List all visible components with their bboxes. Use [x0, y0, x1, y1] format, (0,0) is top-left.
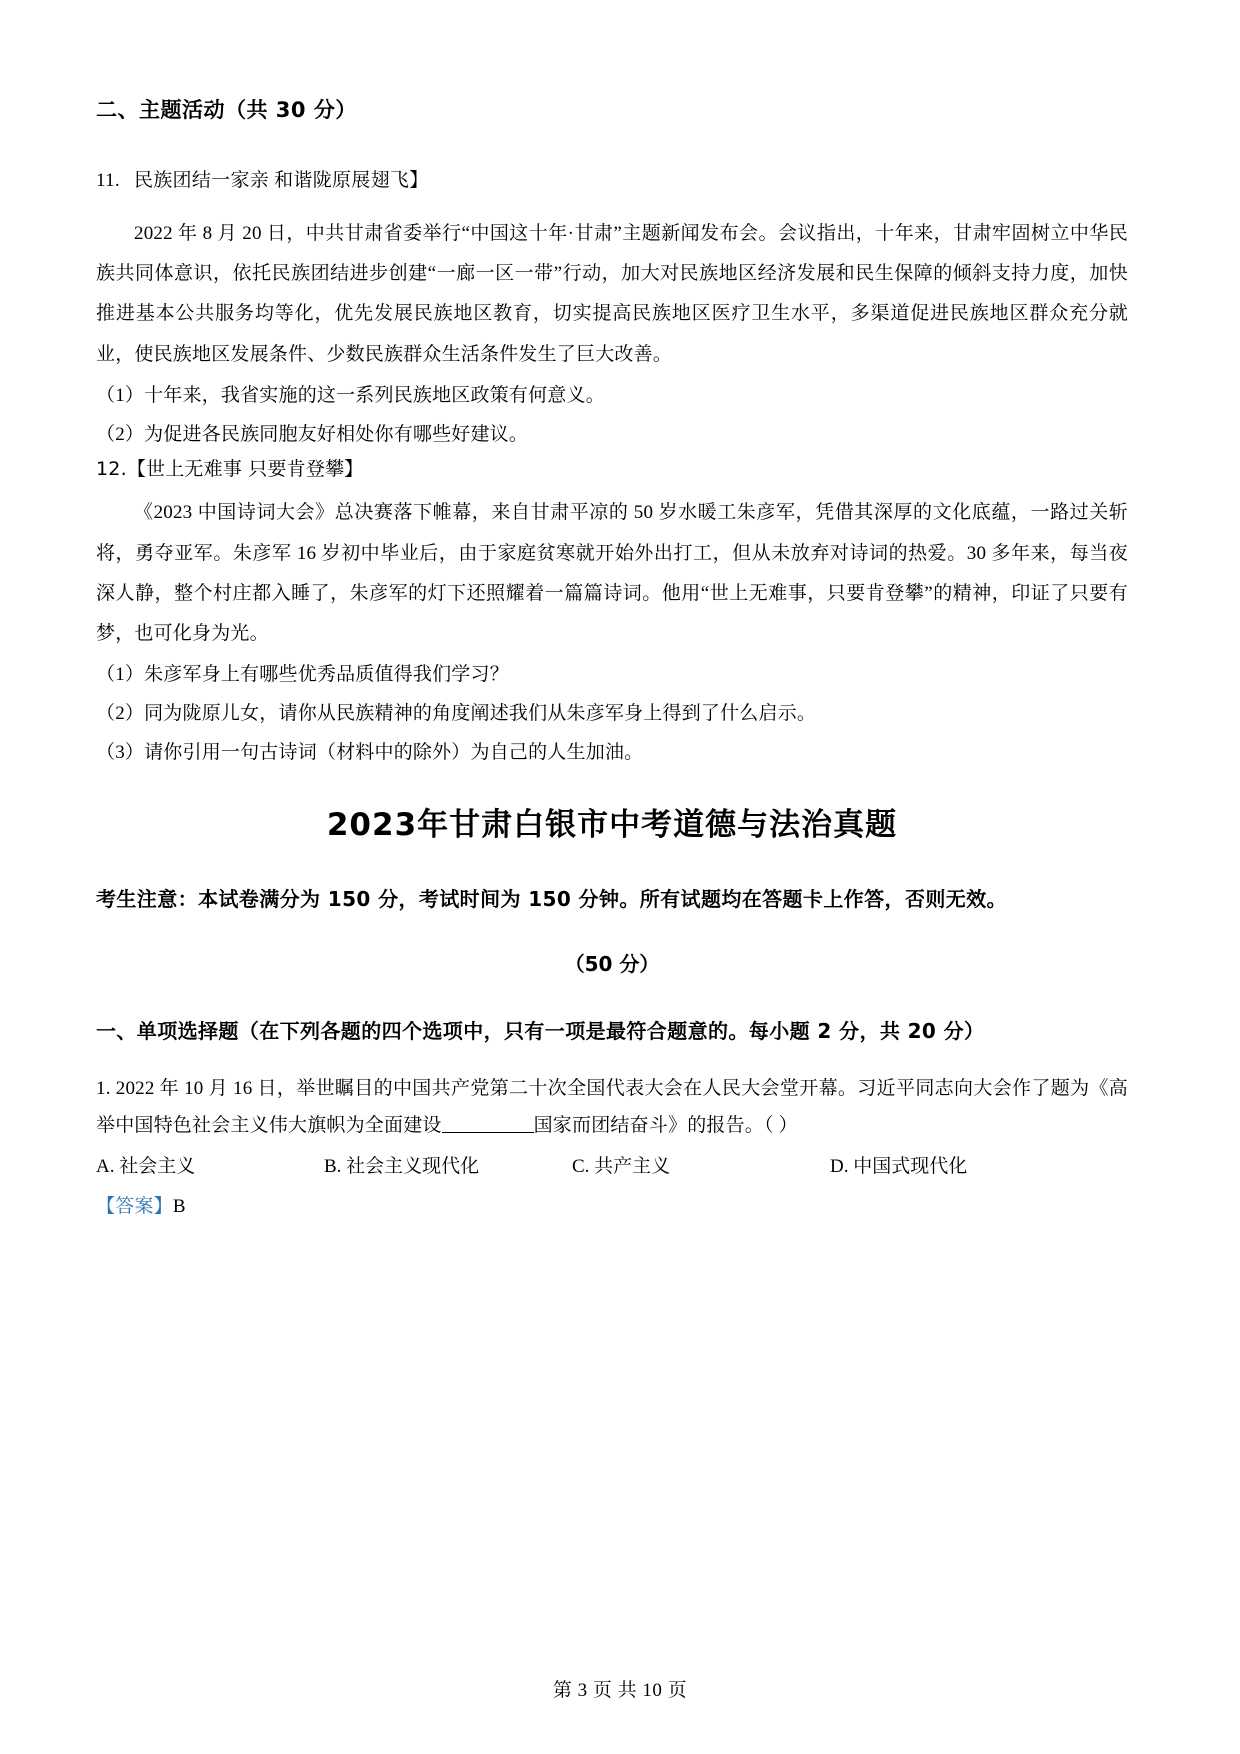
mcq-1-option-a[interactable]: A. 社会主义 — [96, 1156, 196, 1178]
question-12-title: 【世上无难事 只要肯登攀】 — [126, 457, 364, 480]
question-11-sub-1: （1）十年来，我省实施的这一系列民族地区政策有何意义。 — [96, 384, 605, 406]
section-heading-two: 二、主题活动（共 30 分） — [96, 98, 357, 122]
page-title: 2023年甘肃白银市中考道德与法治真题 — [326, 807, 898, 844]
mcq-1-option-c[interactable]: C. 共产主义 — [572, 1156, 671, 1178]
answer-value: B — [172, 1196, 186, 1218]
question-11-body: 2022 年 8 月 20 日，中共甘肃省委举行“中国这十年·甘肃”主题新闻发布会。会议指出，十年来，甘肃牢固树立中华民族共同体意识，依托民族团结进步创建“一廊一区一带”行动，加大对民族地区经济发展和民生保障的倾斜支持力度，加快推进基本公共服务均等化，优先发展民族地区教育，切实提高民族地区医疗卫生水平，多渠道促进民族地区群众充分就业，使民族地区发展条件、少数民族群众生活条件发生了巨大改善。 — [96, 222, 1128, 365]
question-12-header — [96, 455, 1128, 484]
answer-label: 【答案】 — [96, 1196, 173, 1218]
total-score-line: （50 分） — [564, 952, 660, 977]
mcq-1-answer-row — [96, 1188, 1128, 1226]
mcq-1-options — [96, 1148, 1128, 1186]
question-block-12 — [96, 455, 1128, 773]
question-block-11 — [96, 167, 1128, 454]
mcq-block-1 — [96, 1070, 1128, 1226]
question-12-body: 《2023 中国诗词大会》总决赛落下帷幕，来自甘肃平凉的 50 岁水暖工朱彦军，凭借其深厚的文化底蕴，一路过关斩将，勇夺亚军。朱彦军 16 岁初中毕业后，由于家庭贫寒就开始外出打工，但从未放弃对诗词的热爱。30 多年来，每当夜深人静，整个村庄都入睡了，朱彦军的灯下还照耀着一篇篇诗词。他用“世上无难事，只要肯登攀”的精神，印证了只要有梦，也可化身为光。 — [96, 502, 1128, 645]
question-12-sub-1: （1）朱彦军身上有哪些优秀品质值得我们学习？ — [96, 664, 509, 686]
question-11-title: 民族团结一家亲 和谐陇原展翅飞】 — [133, 170, 429, 192]
mcq-1-option-b[interactable]: B. 社会主义现代化 — [324, 1156, 480, 1178]
mcq-1-option-d[interactable]: D. 中国式现代化 — [830, 1156, 968, 1178]
question-12-sub-2: （2）同为陇原儿女，请你从民族精神的角度阐述我们从朱彦军身上得到了什么启示。 — [96, 703, 817, 725]
page-footer: 第 3 页 共 10 页 — [552, 1680, 688, 1701]
mcq-1-stem — [96, 1070, 1128, 1144]
question-11-header — [96, 167, 1128, 196]
exam-notice: 考生注意：本试卷满分为 150 分，考试时间为 150 分钟。所有试题均在答题卡上作答，否则无效。 — [96, 887, 1007, 912]
question-11-sub-2: （2）为促进各民族同胞友好相处你有哪些好建议。 — [96, 423, 529, 445]
part-one-heading: 一、单项选择题（在下列各题的四个选项中，只有一项是最符合题意的。每小题 2 分，共 20 分） — [96, 1019, 985, 1044]
mcq-1-blank — [442, 1132, 534, 1133]
question-12-sub-3: （3）请你引用一句古诗词（材料中的除外）为自己的人生加油。 — [96, 742, 644, 764]
question-12-number: 12. — [96, 457, 127, 480]
mcq-1-stem-before: 1. 2022 年 10 月 16 日，举世瞩目的中国共产党第二十次全国代表大会在人民大会堂开幕。习近平同志向大会作了题为《高举中国特色社会主义伟大旗帜为全面建设 — [96, 1078, 1128, 1137]
mcq-1-stem-after: 国家而团结奋斗》的报告。（ ） — [533, 1115, 798, 1137]
question-11-number: 11. — [96, 170, 120, 192]
